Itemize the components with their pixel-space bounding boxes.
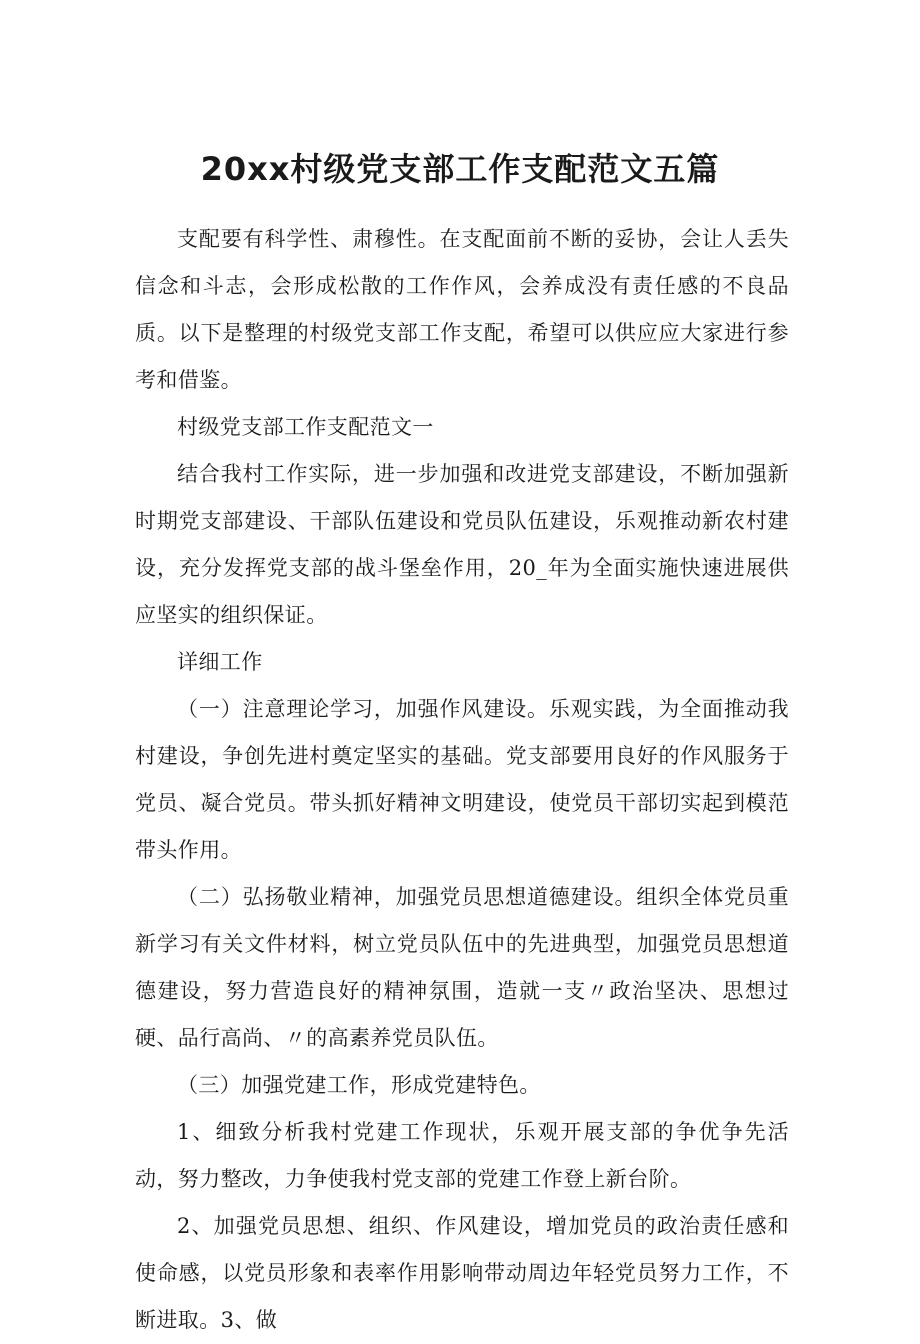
- intro-paragraph: 支配要有科学性、肃穆性。在支配面前不断的妥协，会让人丢失信念和斗志，会形成松散的工作作风，会养成没有责任感的不良品质。以下是整理的村级党支部工作支配，希望可以供应应大家进行参考和借鉴。: [135, 227, 789, 392]
- document-body: [135, 216, 789, 1344]
- detailed-work-heading: 详细工作: [177, 650, 263, 674]
- sample-one-overview-paragraph: 结合我村工作实际，进一步加强和改进党支部建设，不断加强新时期党支部建设、干部队伍建设和党员队伍建设，乐观推动新农村建设，充分发挥党支部的战斗堡垒作用，20_年为全面实施快速进展供应坚实的组织保证。: [135, 462, 789, 627]
- section-heading-sample-one: 村级党支部工作支配范文一: [177, 415, 434, 439]
- work-item-one-paragraph: （一）注意理论学习，加强作风建设。乐观实践，为全面推动我村建设，争创先进村奠定坚实的基础。党支部要用良好的作风服务于党员、凝合党员。带头抓好精神文明建设，使党员干部切实起到模范带头作用。: [135, 697, 789, 862]
- work-item-three-heading: （三）加强党建工作，形成党建特色。: [177, 1073, 541, 1097]
- subitem-two-paragraph: 2、加强党员思想、组织、作风建设，增加党员的政治责任感和使命感，以党员形象和表率作用影响带动周边年轻党员努力工作，不断进取。3、做: [135, 1214, 789, 1332]
- subitem-one-paragraph: 1、细致分析我村党建工作现状，乐观开展支部的争优争先活动，努力整改，力争使我村党支部的党建工作登上新台阶。: [135, 1120, 789, 1191]
- work-item-two-paragraph: （二）弘扬敬业精神，加强党员思想道德建设。组织全体党员重新学习有关文件材料，树立党员队伍中的先进典型，加强党员思想道德建设，努力营造良好的精神氛围，造就一支〃政治坚决、思想过硬、品行高尚、〃的高素养党员队伍。: [135, 885, 789, 1050]
- document-title: 20xx村级党支部工作支配范文五篇: [200, 150, 720, 188]
